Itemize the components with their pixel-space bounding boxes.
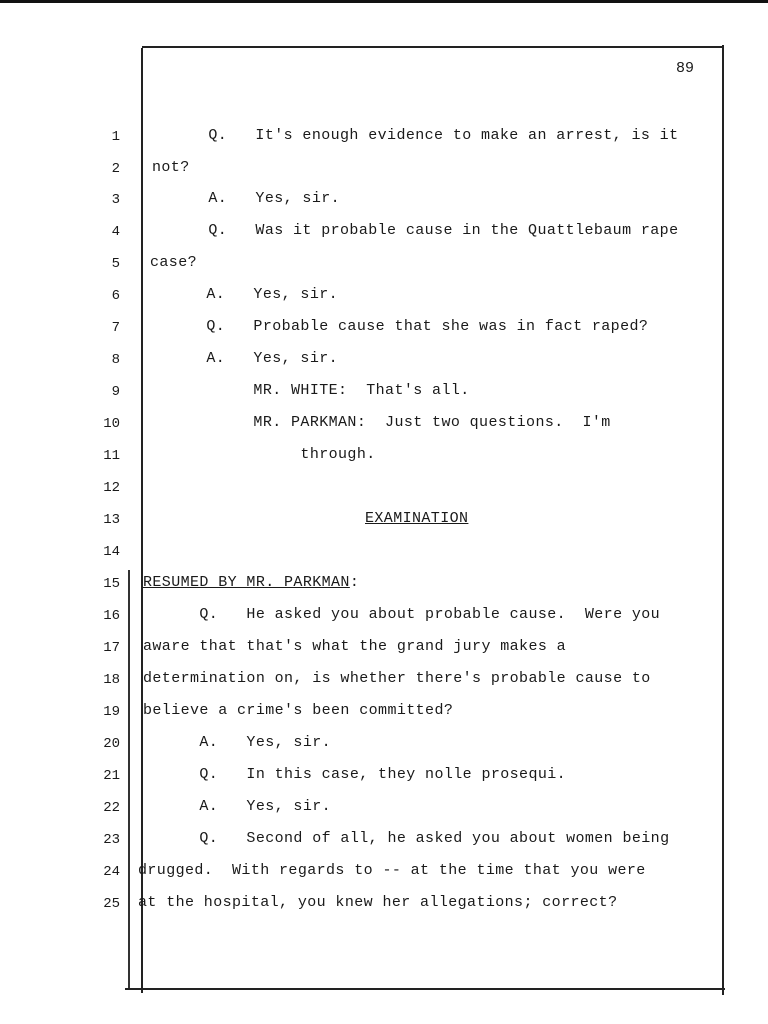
frame-left-inner-border bbox=[128, 570, 130, 988]
transcript-line: drugged. With regards to -- at the time that you were bbox=[138, 862, 646, 879]
line-number: 23 bbox=[103, 832, 120, 848]
page-number: 89 bbox=[676, 60, 695, 77]
frame-top-border bbox=[142, 46, 724, 48]
transcript-line: MR. PARKMAN: Just two questions. I'm bbox=[150, 414, 611, 431]
line-number: 20 bbox=[103, 736, 120, 752]
transcript-line: not? bbox=[152, 159, 190, 176]
line-number: 1 bbox=[111, 129, 120, 145]
line-number: 24 bbox=[103, 864, 120, 880]
transcript-line: believe a crime's been committed? bbox=[143, 702, 454, 719]
line-number: 7 bbox=[111, 320, 120, 336]
line-number: 8 bbox=[111, 352, 120, 368]
top-rule bbox=[0, 0, 768, 3]
line-number: 16 bbox=[103, 608, 120, 624]
resumed-by-line bbox=[143, 574, 359, 591]
transcript-line: case? bbox=[150, 254, 198, 271]
line-number: 4 bbox=[111, 224, 120, 240]
transcript-line: A. Yes, sir. bbox=[150, 350, 339, 367]
transcript-line: Q. It's enough evidence to make an arrest, is it bbox=[152, 127, 679, 144]
transcript-line: A. Yes, sir. bbox=[150, 286, 339, 303]
frame-left-border bbox=[141, 48, 143, 993]
frame-right-border bbox=[722, 45, 724, 995]
transcript-line: through. bbox=[150, 446, 376, 463]
line-number: 22 bbox=[103, 800, 120, 816]
line-number: 3 bbox=[111, 192, 120, 208]
transcript-line: Q. In this case, they nolle prosequi. bbox=[143, 766, 567, 783]
line-number: 25 bbox=[103, 896, 120, 912]
resumed-by-label: RESUMED BY MR. PARKMAN bbox=[143, 574, 350, 591]
examination-heading: EXAMINATION bbox=[365, 510, 469, 527]
transcript-line: Q. Was it probable cause in the Quattlebaum rape bbox=[152, 222, 679, 239]
line-number: 14 bbox=[103, 544, 120, 560]
transcript-line: Q. Second of all, he asked you about women being bbox=[143, 830, 670, 847]
line-number: 21 bbox=[103, 768, 120, 784]
transcript-line: determination on, is whether there's probable cause to bbox=[143, 670, 651, 687]
line-number: 12 bbox=[103, 480, 120, 496]
line-number: 6 bbox=[111, 288, 120, 304]
line-number: 5 bbox=[111, 256, 120, 272]
resumed-by-colon: : bbox=[349, 574, 360, 591]
transcript-line: MR. WHITE: That's all. bbox=[150, 382, 470, 399]
line-number: 13 bbox=[103, 512, 120, 528]
line-number: 2 bbox=[111, 161, 120, 177]
transcript-line: A. Yes, sir. bbox=[152, 190, 341, 207]
transcript-line: A. Yes, sir. bbox=[143, 798, 332, 815]
line-number: 15 bbox=[103, 576, 120, 592]
transcript-line: aware that that's what the grand jury makes a bbox=[143, 638, 567, 655]
line-number: 18 bbox=[103, 672, 120, 688]
line-number: 17 bbox=[103, 640, 120, 656]
line-number: 10 bbox=[103, 416, 120, 432]
frame-bottom-border bbox=[125, 988, 725, 990]
transcript-line: Q. He asked you about probable cause. Were you bbox=[143, 606, 661, 623]
transcript-line: at the hospital, you knew her allegations; correct? bbox=[138, 894, 618, 911]
transcript-line: Q. Probable cause that she was in fact raped? bbox=[150, 318, 649, 335]
line-number: 19 bbox=[103, 704, 120, 720]
line-number: 9 bbox=[111, 384, 120, 400]
transcript-line: A. Yes, sir. bbox=[143, 734, 332, 751]
line-number: 11 bbox=[103, 448, 120, 464]
